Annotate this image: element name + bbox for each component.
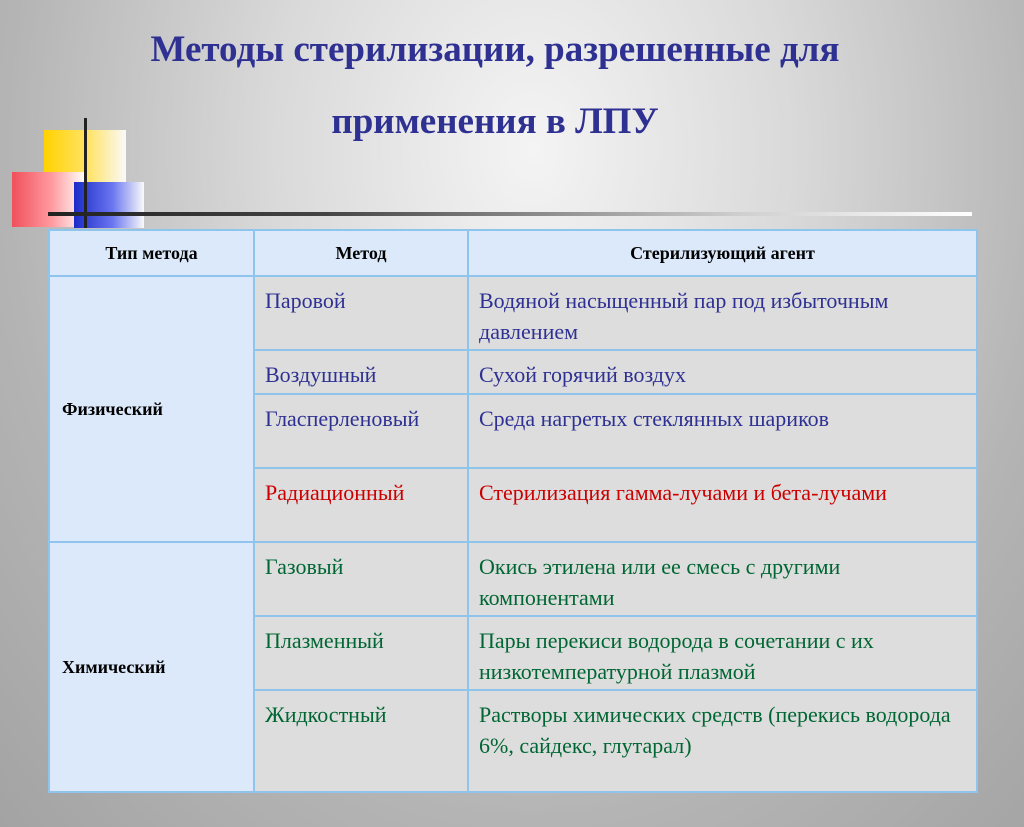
- method-type-chemical: Химический: [49, 542, 254, 792]
- agent-cell: Сухой горячий воздух: [468, 350, 977, 394]
- method-cell: Гласперленовый: [254, 394, 468, 468]
- red-square-decoration: [12, 172, 84, 227]
- header-method-type: Тип метода: [49, 230, 254, 276]
- slide-title: Методы стерилизации, разрешенные для применения в ЛПУ: [150, 29, 840, 142]
- method-type-physical: Физический: [49, 276, 254, 542]
- agent-cell: Водяной насыщенный пар под избыточным давлением: [468, 276, 977, 350]
- method-cell: Воздушный: [254, 350, 468, 394]
- table-row: [49, 542, 977, 616]
- sterilization-methods-table: [48, 229, 978, 793]
- method-cell: Газовый: [254, 542, 468, 616]
- blue-square-decoration: [74, 182, 144, 228]
- method-cell: Плазменный: [254, 616, 468, 690]
- horizontal-rule-decoration: [48, 212, 972, 216]
- method-cell: Радиационный: [254, 468, 468, 542]
- agent-cell: Растворы химических средств (перекись водорода 6%, сайдекс, глутарал): [468, 690, 977, 792]
- table-row: [49, 276, 977, 350]
- method-cell: Паровой: [254, 276, 468, 350]
- table-header-row: [49, 230, 977, 276]
- header-method: Метод: [254, 230, 468, 276]
- agent-cell: Стерилизация гамма-лучами и бета-лучами: [468, 468, 977, 542]
- agent-cell: Среда нагретых стеклянных шариков: [468, 394, 977, 468]
- agent-cell: Окись этилена или ее смесь с другими компонентами: [468, 542, 977, 616]
- method-cell: Жидкостный: [254, 690, 468, 792]
- header-sterilizing-agent: Стерилизующий агент: [468, 230, 977, 276]
- agent-cell: Пары перекиси водорода в сочетании с их низкотемпературной плазмой: [468, 616, 977, 690]
